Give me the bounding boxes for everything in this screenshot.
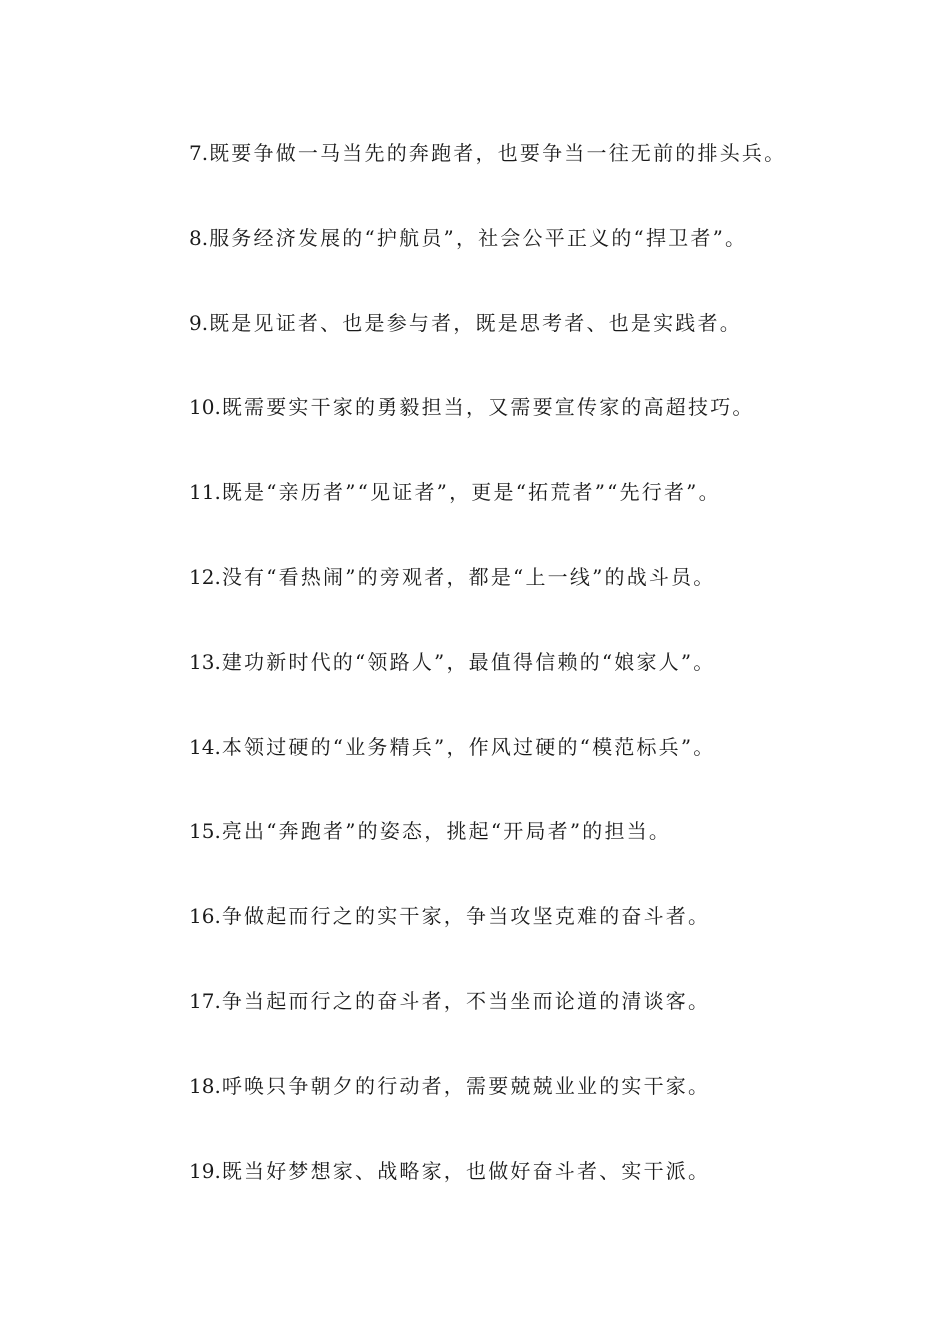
item-number: 14. [189,734,221,759]
item-number: 19. [189,1158,221,1183]
list-item [189,1069,929,1154]
list-item [189,984,929,1069]
list-item [189,1154,929,1239]
item-number: 17. [189,988,221,1013]
item-text: 亮出“奔跑者”的姿态，挑起“开局者”的担当。 [221,819,672,844]
item-text: 既要争做一马当先的奔跑者，也要争当一往无前的排头兵。 [209,141,787,165]
list-item [189,645,929,730]
item-text: 既需要实干家的勇毅担当，又需要宣传家的高超技巧。 [221,395,755,420]
list-item [189,221,929,306]
list-item [189,136,929,221]
item-text: 服务经济发展的“护航员”，社会公平正义的“捍卫者”。 [209,225,748,250]
item-number: 12. [189,564,221,589]
item-number: 8. [189,225,209,250]
item-number: 15. [189,819,221,844]
item-text: 争做起而行之的实干家，争当攻坚克难的奋斗者。 [221,904,711,929]
item-text: 既当好梦想家、战略家，也做好奋斗者、实干派。 [221,1158,711,1183]
item-text: 既是“亲历者”“见证者”，更是“拓荒者”“先行者”。 [221,480,721,505]
item-text: 建功新时代的“领路人”，最值得信赖的“娘家人”。 [221,649,716,674]
item-number: 7. [189,141,209,165]
item-text: 没有“看热闹”的旁观者，都是“上一线”的战斗员。 [221,564,716,589]
item-text: 呼唤只争朝夕的行动者，需要兢兢业业的实干家。 [221,1073,711,1098]
list-item [189,814,929,899]
item-number: 11. [189,480,221,505]
list-item [189,306,929,391]
list-item [189,560,929,645]
list-item [189,475,929,560]
item-text: 既是见证者、也是参与者，既是思考者、也是实践者。 [209,310,742,335]
item-number: 16. [189,904,221,929]
item-number: 10. [189,395,221,420]
item-number: 18. [189,1073,221,1098]
list-item [189,730,929,815]
item-number: 9. [189,310,209,335]
item-number: 13. [189,649,221,674]
item-text: 本领过硬的“业务精兵”，作风过硬的“模范标兵”。 [221,734,716,759]
list-item [189,899,929,984]
numbered-list [189,136,929,1238]
list-item [189,390,929,475]
item-text: 争当起而行之的奋斗者，不当坐而论道的清谈客。 [221,988,711,1013]
